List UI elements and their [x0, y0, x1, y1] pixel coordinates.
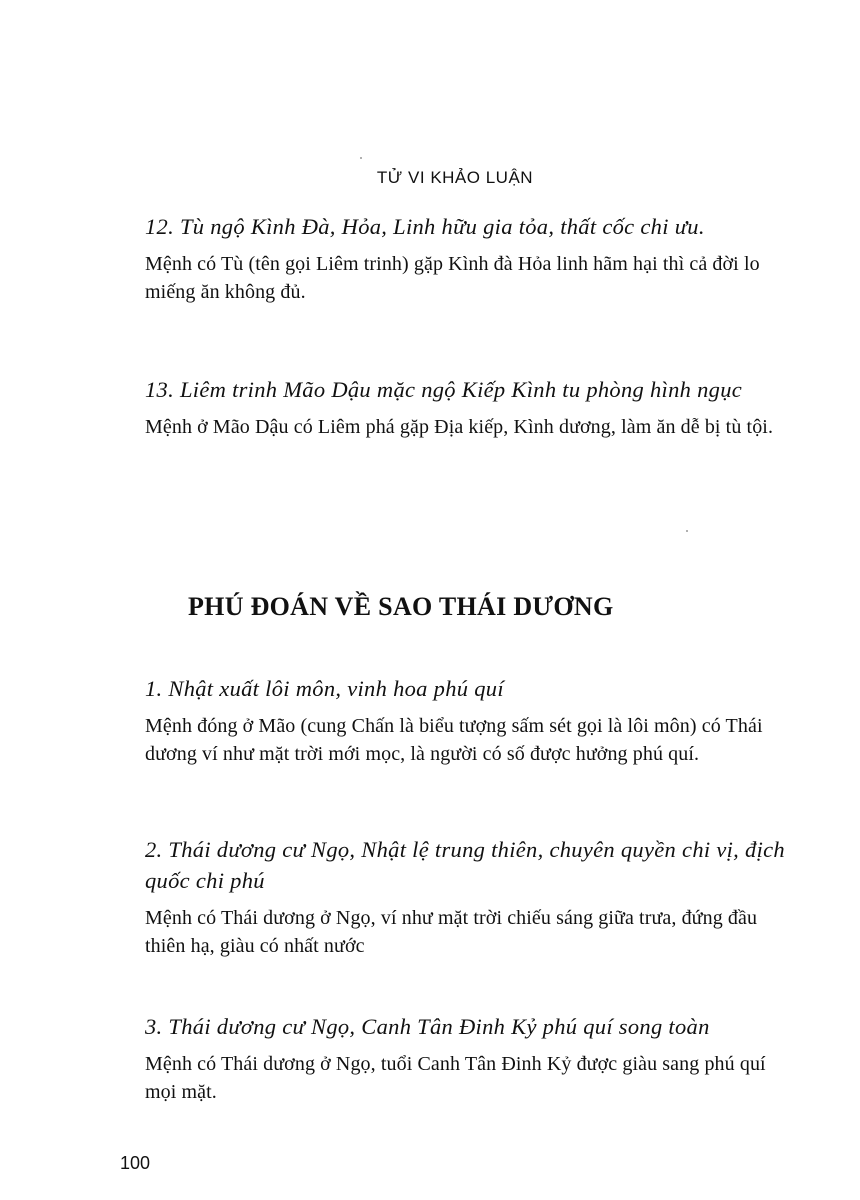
page-number: 100 [120, 1153, 151, 1173]
entry-title: 1. Nhật xuất lôi môn, vinh hoa phú quí [145, 676, 504, 701]
entry-13 [145, 374, 785, 441]
entry-title: 13. Liêm trinh Mão Dậu mặc ngộ Kiếp Kình tu phòng hình ngục [145, 377, 743, 402]
entry-body: Mệnh có Tù (tên gọi Liêm trinh) gặp Kình đà Hỏa linh hãm hại thì cả đời lo miếng ăn không đủ. [145, 253, 760, 303]
entry-body: Mệnh ở Mão Dậu có Liêm phá gặp Địa kiếp, Kình dương, làm ăn dễ bị tù tội. [145, 416, 774, 438]
entry-title: 3. Thái dương cư Ngọ, Canh Tân Đinh Kỷ phú quí song toàn [145, 1014, 710, 1039]
entry-body: Mệnh có Thái dương ở Ngọ, ví như mặt trời chiếu sáng giữa trưa, đứng đầu thiên hạ, giàu có nhất nước [145, 907, 758, 957]
entry-title: 12. Tù ngộ Kình Đà, Hỏa, Linh hữu gia tỏa, thất cốc chi ưu. [145, 214, 705, 239]
entry-title: 2. Thái dương cư Ngọ, Nhật lệ trung thiên, chuyên quyền chi vị, địch quốc chi phú [145, 837, 785, 893]
entry-2 [145, 834, 785, 960]
entry-1 [145, 673, 785, 768]
entry-body: Mệnh đóng ở Mão (cung Chấn là biểu tượng sấm sét gọi là lôi môn) có Thái dương ví như mặt trời mới mọc, là người có số được hưởng phú quí. [145, 715, 763, 765]
running-head: TỬ VI KHẢO LUẬN [376, 168, 534, 187]
entry-3 [145, 1011, 785, 1106]
section-heading: PHÚ ĐOÁN VỀ SAO THÁI DƯƠNG [188, 592, 614, 621]
print-speck [360, 157, 362, 159]
entry-body: Mệnh có Thái dương ở Ngọ, tuổi Canh Tân Đinh Kỷ được giàu sang phú quí mọi mặt. [145, 1053, 766, 1103]
print-speck [686, 530, 688, 532]
entry-12 [145, 211, 785, 306]
